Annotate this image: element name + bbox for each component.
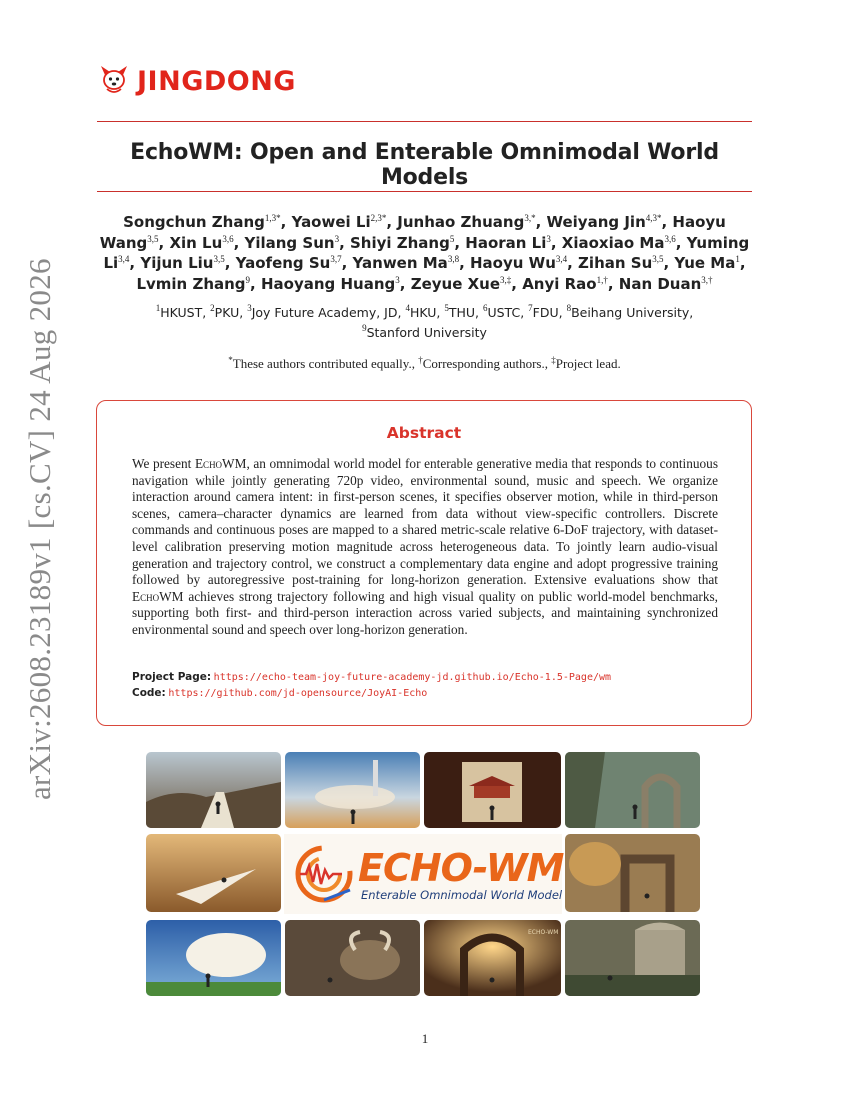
author-affiliation-marker: 3,6 <box>222 233 234 244</box>
author-name: Haoyu Wu <box>469 254 556 272</box>
author-name: Zeyue Xue <box>410 274 501 293</box>
note-marker: * <box>228 355 233 365</box>
abstract-heading: Abstract <box>386 424 462 442</box>
affiliation-marker: 2 <box>210 303 215 313</box>
tile-watermark: ECHO-WM <box>528 929 559 936</box>
affiliation-name: PKU <box>214 305 240 320</box>
author-affiliation-marker: 3,7 <box>330 254 342 264</box>
affiliation-name: THU <box>448 305 476 320</box>
teaser-image-arch-ruins <box>565 752 700 828</box>
author-name: Haoyu <box>672 213 726 231</box>
note-marker: ‡ <box>551 355 556 365</box>
author-affiliation-marker: 3 <box>546 233 551 244</box>
author-affiliation-marker: 3,‡ <box>500 274 512 285</box>
author-name: Wang <box>99 233 148 252</box>
author-affiliation-marker: 3,† <box>701 274 713 285</box>
teaser-image-cathedral-ruins <box>565 920 700 996</box>
author-affiliation-marker: 9 <box>245 274 251 285</box>
author-affiliation-marker: 3 <box>334 233 340 244</box>
author-name: Junhao Zhuang <box>397 213 525 231</box>
model-name: EchoWM <box>132 588 184 604</box>
author-name: Yaofeng Su <box>235 254 331 272</box>
author-affiliation-marker: 3,8 <box>447 254 460 264</box>
code-link[interactable]: https://github.com/jd-opensource/JoyAI-Echo <box>168 688 428 699</box>
affiliation-list <box>97 303 752 343</box>
author-name: Xiaoxiao Ma <box>561 233 665 252</box>
echo-wm-logo-icon <box>284 834 364 914</box>
author-name: Haoyang Huang <box>260 274 396 293</box>
author-name: Yuming <box>686 233 750 252</box>
author-list <box>97 212 752 294</box>
echo-wm-tagline: Enterable Omnimodal World Model <box>361 888 563 902</box>
author-affiliation-marker: 3,4 <box>555 254 568 264</box>
author-affiliation-marker: 1,3* <box>264 213 281 223</box>
note-text: Project lead. <box>555 356 621 371</box>
note-text: Corresponding authors., <box>422 356 548 371</box>
abstract-text: We present EchoWM, an omnimodal world model for enterable generative media that responds to continuous navigation while jointly generating 720p video, environmental sound, music and speech. We organize interaction around camera intent: in first-person scenes, it specifies observer motion, while in third-person scenes, camera–character dynamics are learned from data without view-specific controllers. Discrete commands and continuous poses are mapped to a shared metric-scale relative 6-DoF trajectory, with dataset-level calibration preserving motion magnitude across heterogeneous data. To jointly learn audio-visual generation and trajectory control, we construct a complementary data engine and adopt progressive training followed by autoregressive post-training for long-horizon generation. Extensive evaluations show that EchoWM achieves strong trajectory following and high visual quality on public world-model benchmarks, supporting both first- and third-person interaction across varied subjects, and maintaining synchronized environmental sound and speech over long-horizon generation. <box>132 456 718 637</box>
author-name: Yaowei Li <box>291 213 371 231</box>
author-affiliation-marker: 2,3* <box>370 213 387 223</box>
teaser-image-palace <box>424 752 561 828</box>
author-affiliation-marker: 3,5 <box>652 254 664 264</box>
teaser-image-giant-beast <box>285 920 420 996</box>
model-name: EchoWM <box>194 456 247 471</box>
author-name: Lvmin Zhang <box>136 274 246 293</box>
echo-wm-logo-text: ECHO-WM <box>358 846 564 890</box>
teaser-image-paper-plane <box>146 834 281 912</box>
author-name: Weiyang Jin <box>546 213 646 231</box>
jingdong-logo <box>97 62 296 101</box>
teaser-image-sunlit-ruins <box>424 920 561 996</box>
affiliation-marker: 8 <box>566 303 572 313</box>
teaser-image-stone-gate <box>565 834 700 912</box>
code-label: Code: <box>132 687 166 699</box>
author-name: Shiyi Zhang <box>349 233 450 252</box>
author-affiliation-marker: 3,4 <box>118 254 130 264</box>
affiliation-marker: 5 <box>444 303 449 313</box>
page-number: 1 <box>421 1031 429 1046</box>
author-affiliation-marker: 3,5 <box>213 254 225 264</box>
author-affiliation-marker: 3,6 <box>664 233 676 244</box>
project-page-row <box>132 669 732 686</box>
author-name: Yijun Liu <box>140 254 214 272</box>
affiliation-line: $^1$HKUST, $^2$PKU, $^3$Joy Future Academy, JD, $^4$HKU, $^5$THU, $^6$USTC, $^7$FDU, $^8$Beihang University, <box>155 303 694 320</box>
title-top-rule <box>97 121 752 122</box>
author-name: Anyi Rao <box>522 274 597 293</box>
project-page-label: Project Page: <box>132 671 212 683</box>
teaser-image-stairway <box>146 752 281 828</box>
author-name: Xin Lu <box>169 233 223 252</box>
author-line: Lvmin Zhang$^9$, Haoyang Huang$^3$, Zeyue Xue$^{3,\ddagger}$, Anyi Rao$^{1,\dagger}$, Nan Duan$^{3,\dagger}$ <box>136 274 713 293</box>
author-affiliation-marker: 5 <box>449 233 455 244</box>
affiliation-marker: 1 <box>155 303 161 313</box>
author-line: Songchun Zhang$^{1,3*}$, Yaowei $Li^{2,3*}$, Junhao Zhuang$^{3,*}$, Weiyang Jin$^{4,3*}$, Haoyu <box>123 213 726 231</box>
affiliation-name: Stanford University <box>366 325 487 340</box>
affiliation-name: USTC <box>487 305 521 320</box>
affiliation-name: HKU <box>409 305 437 320</box>
author-line: Wang$^{3,5}$, Xin Lu$^{3,6}$, Yilang Sun$^3$, Shiyi Zhang$^5$, Haoran Li$^3$, Xiaoxiao Ma$^{3,6}$, Yuming <box>99 233 750 252</box>
affiliation-name: Beihang University <box>571 305 690 320</box>
title-bottom-rule <box>97 191 752 192</box>
affiliation-marker: 6 <box>482 303 488 313</box>
author-affiliation-marker: 3,* <box>524 213 536 223</box>
author-name: Haoran Li <box>465 233 547 252</box>
affiliation-name: Joy Future Academy, JD <box>251 305 398 320</box>
author-affiliation-marker: 1 <box>735 254 740 264</box>
author-affiliation-marker: 3,5 <box>147 233 159 244</box>
author-name: Zihan Su <box>578 254 653 272</box>
paper-title: EchoWM: Open and Enterable Omnimodal World Models <box>130 140 719 190</box>
teaser-image-rocket <box>285 752 420 828</box>
author-affiliation-marker: 4,3* <box>645 213 662 223</box>
author-notes <box>97 356 752 372</box>
code-row <box>132 685 732 702</box>
author-affiliation-marker: 1,† <box>596 274 608 285</box>
author-name: Songchun Zhang <box>123 213 265 231</box>
affiliation-marker: 3 <box>247 303 252 313</box>
author-affiliation-marker: 3 <box>395 274 400 285</box>
note-marker: † <box>418 355 423 365</box>
author-line: Li$^{3,4}$, Yijun Liu$^{3,5}$, Yaofeng Su$^{3,7}$, Yanwen Ma$^{3,8}$, Haoyu Wu$^{3,4}$, Zihan Su$^{3,5}$, Yue Ma$^1$, <box>103 254 746 272</box>
affiliation-marker: 7 <box>528 303 533 313</box>
note-text: These authors contributed equally., <box>232 356 415 371</box>
affiliation-name: HKUST <box>160 305 203 320</box>
affiliation-line <box>97 323 752 343</box>
arxiv-side-stamp: arXiv:2608.23189v1 [cs.CV] 24 Aug 2026 <box>22 258 57 800</box>
jd-dog-mascot-icon <box>97 62 131 101</box>
author-name: Yilang Sun <box>244 233 335 252</box>
affiliation-name: FDU <box>532 305 559 320</box>
teaser-image-sky-clouds <box>146 920 281 996</box>
author-name: Yue Ma <box>674 254 736 272</box>
author-name: Li <box>103 254 119 272</box>
project-page-link[interactable]: https://echo-team-joy-future-academy-jd.github.io/Echo-1.5-Page/wm <box>213 672 612 683</box>
brand-name: JINGDONG <box>137 66 296 97</box>
affiliation-marker: 9 <box>362 323 367 333</box>
affiliation-marker: 4 <box>405 303 410 313</box>
author-name: Yanwen Ma <box>352 254 448 272</box>
author-name: Nan Duan <box>618 274 702 293</box>
